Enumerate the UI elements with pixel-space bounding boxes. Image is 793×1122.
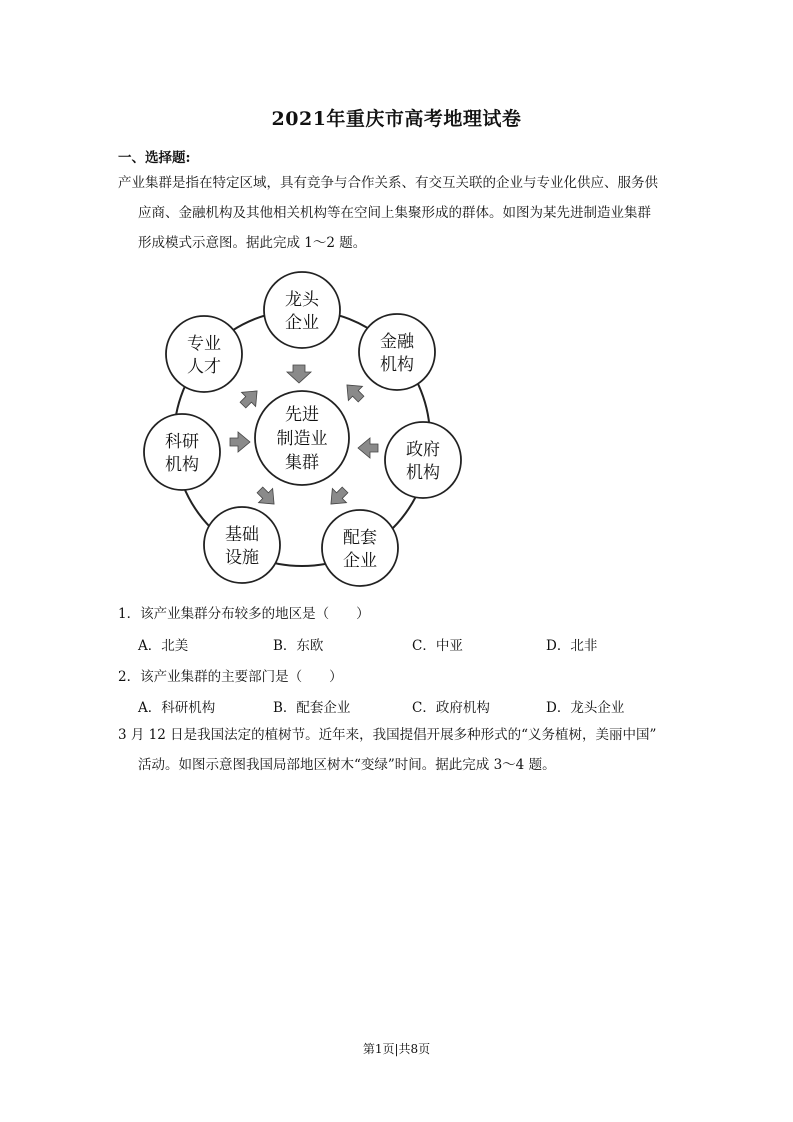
intro-paragraph-1 bbox=[118, 168, 698, 258]
node-lower-left bbox=[204, 507, 280, 583]
node-left-label-1: 科研 bbox=[165, 432, 199, 452]
node-upper-left bbox=[166, 316, 242, 392]
q2-option-c: C．政府机构 bbox=[412, 700, 490, 716]
node-upper-right-label-2: 机构 bbox=[380, 355, 414, 375]
page-title: 2021年重庆市高考地理试卷 bbox=[271, 108, 522, 130]
node-left-label-2: 机构 bbox=[165, 455, 199, 475]
node-top bbox=[264, 272, 340, 348]
node-upper-right-label-1: 金融 bbox=[380, 332, 414, 352]
q2-option-a: A．科研机构 bbox=[138, 700, 216, 716]
node-lower-right-label-2: 企业 bbox=[343, 551, 377, 571]
q1-option-c: C．中亚 bbox=[412, 638, 463, 654]
arrow-from-lower-left bbox=[253, 483, 281, 511]
intro1-line1: 产业集群是指在特定区域，具有竞争与合作关系、有交互关联的企业与专业化供应、服务供 bbox=[118, 175, 658, 191]
q1-option-a: A．北美 bbox=[138, 638, 189, 654]
q2-option-b: B．配套企业 bbox=[273, 700, 351, 716]
intro1-line2: 应商、金融机构及其他相关机构等在空间上集聚形成的群体。如图为某先进制造业集群 bbox=[138, 205, 651, 221]
node-lower-left-label-1: 基础 bbox=[225, 525, 259, 545]
intro2-line2: 活动。如图示意图我国局部地区树木“变绿”时间。据此完成 3～4 题。 bbox=[138, 757, 556, 773]
node-upper-right bbox=[359, 314, 435, 390]
intro1-line3: 形成模式示意图。据此完成 1～2 题。 bbox=[138, 235, 367, 251]
question-1: 1．该产业集群分布较多的地区是（ ） bbox=[118, 606, 370, 622]
node-right-label-1: 政府 bbox=[406, 440, 440, 460]
node-lower-left-label-2: 设施 bbox=[225, 548, 259, 568]
q2-option-d: D．龙头企业 bbox=[546, 700, 625, 716]
arrow-from-left bbox=[230, 432, 250, 452]
question-2: 2．该产业集群的主要部门是（ ） bbox=[118, 669, 343, 685]
node-upper-left-label-2: 人才 bbox=[187, 357, 221, 377]
arrow-from-upper-left bbox=[236, 384, 264, 412]
industry-cluster-diagram bbox=[130, 270, 480, 590]
node-lower-right bbox=[322, 510, 398, 586]
arrow-from-upper-right bbox=[340, 378, 368, 406]
section-heading: 一、选择题: bbox=[118, 150, 191, 166]
arrow-from-top bbox=[287, 365, 311, 383]
node-top-label-1: 龙头 bbox=[285, 290, 319, 310]
q1-option-b: B．东欧 bbox=[273, 638, 324, 654]
node-upper-left-label-1: 专业 bbox=[187, 334, 221, 354]
center-label-2: 制造业 bbox=[276, 429, 328, 449]
node-top-label-2: 企业 bbox=[285, 313, 319, 333]
node-right-label-2: 机构 bbox=[406, 463, 440, 483]
node-left bbox=[144, 414, 220, 490]
arrow-from-lower-right bbox=[324, 483, 352, 511]
node-lower-right-label-1: 配套 bbox=[343, 528, 377, 548]
page-footer: 第1页|共8页 bbox=[362, 1042, 431, 1056]
arrow-from-right bbox=[358, 438, 378, 458]
node-right bbox=[385, 422, 461, 498]
center-label-1: 先进 bbox=[285, 405, 319, 425]
intro2-line1: 3 月 12 日是我国法定的植树节。近年来，我国提倡开展多种形式的“义务植树，美丽中国” bbox=[118, 727, 657, 743]
intro-paragraph-2 bbox=[118, 720, 698, 780]
q1-option-d: D．北非 bbox=[546, 638, 598, 654]
center-label-3: 集群 bbox=[285, 453, 319, 473]
